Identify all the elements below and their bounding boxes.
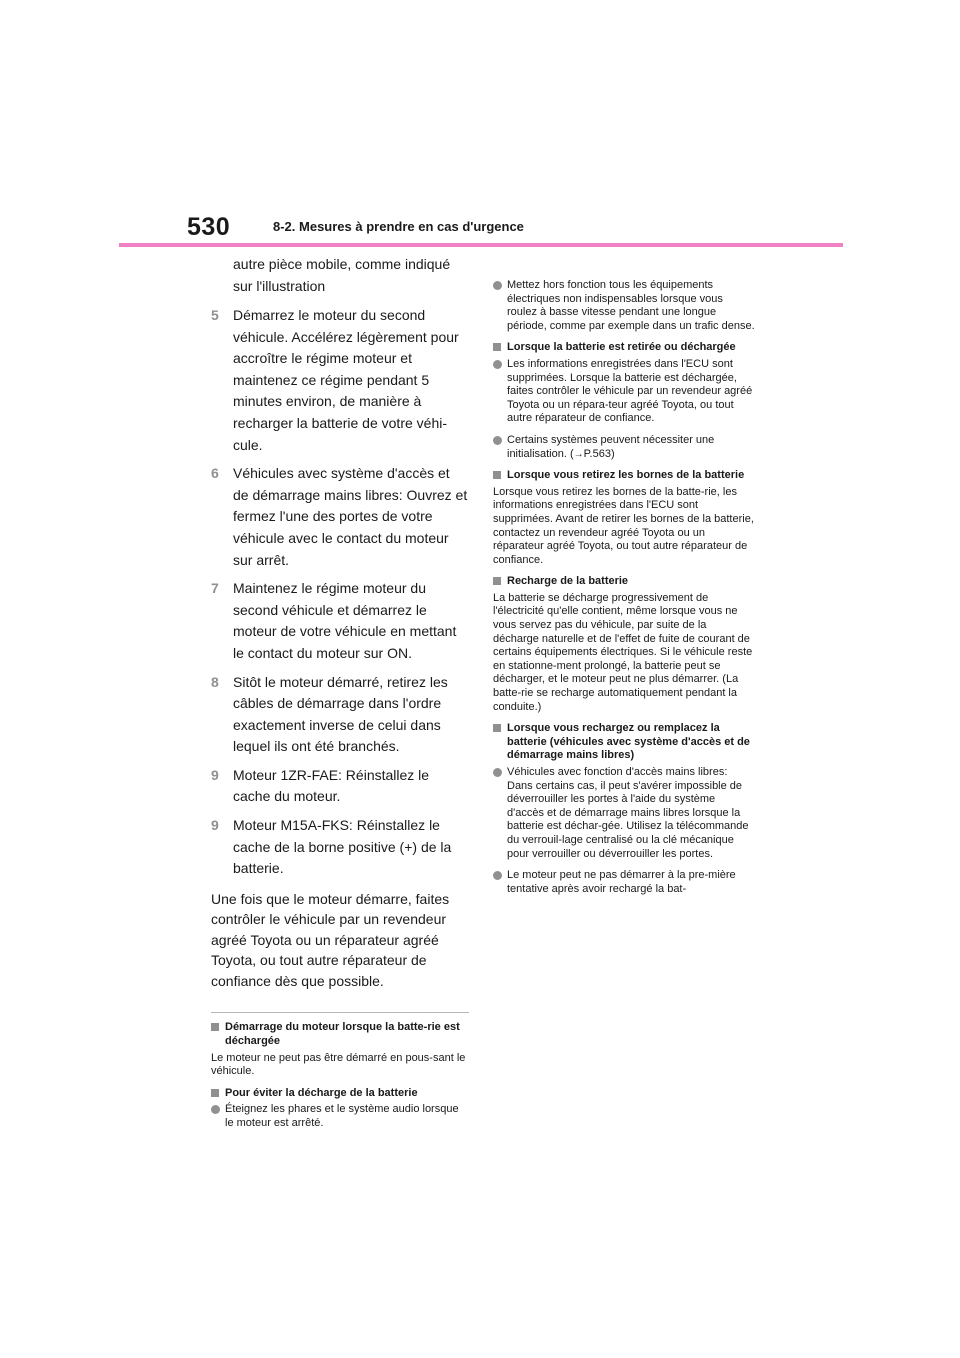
step-item	[211, 305, 469, 456]
closing-paragraph: Une fois que le moteur démarre, faites contrôler le véhicule par un revendeur agréé Toyota ou un réparateur agréé Toyota, ou tout autre réparateur de confiance dès que possible.	[211, 890, 450, 989]
page-reference-link[interactable]: P.563)	[583, 447, 615, 460]
note-paragraph: La batterie se décharge progressivement de l'électricité qu'elle contient, même lorsque vous ne vous servez pas du véhicule, par suite de la décharge naturelle et de l'effet de fuite de courant de certains équipements électriques. Si le véhicule reste en stationne-ment prolongé, la batterie peut se décharger, et le moteur peut ne plus démarrer. (La batte-rie se recharge automatiquement pendant la conduite.)	[493, 591, 753, 713]
left-column	[211, 250, 469, 1139]
note-heading: Recharge de la batterie	[493, 575, 755, 589]
step-number: 8	[211, 673, 219, 690]
step-text: Moteur 1ZR-FAE: Réinstallez le cache du moteur.	[233, 766, 430, 805]
square-bullet-icon	[493, 577, 501, 585]
step-number: 7	[211, 580, 219, 597]
note-bullet: Les informations enregistrées dans l'ECU sont supprimées. Lorsque la batterie est déchargée, faites contrôler le véhicule par un revendeur agréé Toyota ou un répara-teur agréé Toyota, ou tout autre réparateur de confiance.	[493, 358, 755, 426]
square-bullet-icon	[493, 724, 501, 732]
square-bullet-icon	[493, 471, 501, 479]
note-heading: Lorsque vous rechargez ou remplacez la batterie (véhicules avec système d'accès et de démarrage mains libres)	[493, 722, 755, 763]
step-text: Moteur M15A-FKS: Réinstallez le cache de la borne positive (+) de la batterie.	[233, 817, 452, 877]
section-title: 8-2. Mesures à prendre en cas d'urgence	[273, 219, 524, 234]
page-number: 530	[187, 213, 231, 241]
step-number: 9	[211, 817, 219, 834]
round-bullet-icon	[493, 436, 502, 445]
step-text: Démarrez le moteur du second véhicule. Accélérez légèrement pour accroître le régime moteur et maintenez ce régime pendant 5 minutes environ, de manière à recharger la batterie de votre véhi-cule.	[233, 307, 459, 453]
step-number: 9	[211, 766, 219, 783]
note-paragraph: Le moteur ne peut pas être démarré en pous-sant le véhicule.	[211, 1051, 466, 1078]
note-bullet: Le moteur peut ne pas démarrer à la pre-mière tentative après avoir rechargé la bat-	[493, 869, 755, 896]
round-bullet-icon	[211, 1105, 220, 1114]
square-bullet-icon	[211, 1089, 219, 1097]
note-heading: Démarrage du moteur lorsque la batte-rie est déchargée	[211, 1021, 469, 1048]
step-item	[211, 463, 469, 571]
round-bullet-icon	[493, 768, 502, 777]
step-text: Maintenez le régime moteur du second véhicule et démarrez le moteur de votre véhicule en mettant le contact du moteur sur ON.	[233, 580, 457, 661]
note-bullet: Certains systèmes peuvent nécessiter une initialisation. (→P.563)	[493, 434, 755, 461]
right-column	[493, 279, 755, 904]
notes-divider	[211, 1012, 469, 1013]
step-number: 6	[211, 465, 219, 482]
step-text: Sitôt le moteur démarré, retirez les câbles de démarrage dans l'ordre exactement inverse de celui dans lequel ils ont été branchés.	[233, 673, 448, 755]
round-bullet-icon	[493, 871, 502, 880]
square-bullet-icon	[211, 1023, 219, 1031]
note-paragraph: Lorsque vous retirez les bornes de la batte-rie, les informations enregistrées dans l'ECU sont supprimées. Avant de retirer les bornes de la batterie, contactez un revendeur agréé Toyota ou un réparateur agréé Toyota, ou tout autre réparateur de confiance.	[493, 485, 754, 566]
step-text: Véhicules avec système d'accès et de démarrage mains libres: Ouvrez et fermez l'une des portes de votre véhicule avec le contact du moteur sur arrêt.	[233, 465, 468, 568]
note-bullet: Véhicules avec fonction d'accès mains libres: Dans certains cas, il peut s'avérer impossible de déverrouiller les portes à l'aide du système d'accès et de démarrage mains libres lorsque la batterie est déchar-gée. Utilisez la télécommande du verrouil-lage centralisé ou la clé mécanique pour verrouiller ou déverrouiller les portes.	[493, 766, 755, 861]
step-number: 5	[211, 307, 219, 323]
round-bullet-icon	[493, 360, 502, 369]
arrow-right-icon: →	[573, 448, 584, 460]
step-item	[211, 578, 469, 664]
note-heading: Pour éviter la décharge de la batterie	[211, 1087, 469, 1101]
note-bullet: Mettez hors fonction tous les équipements électriques non indispensables lorsque vous roulez à basse vitesse pendant une longue période, comme par exemple dans un trafic dense.	[493, 279, 755, 333]
lead-text: autre pièce mobile, comme indiqué sur l'illustration	[233, 256, 451, 294]
note-bullet: Éteignez les phares et le système audio lorsque le moteur est arrêté.	[211, 1103, 469, 1130]
step-item	[211, 815, 469, 880]
note-heading: Lorsque la batterie est retirée ou déchargée	[493, 341, 755, 355]
header-rule	[119, 243, 843, 247]
step-item	[211, 672, 469, 758]
round-bullet-icon	[493, 281, 502, 290]
square-bullet-icon	[493, 343, 501, 351]
note-heading: Lorsque vous retirez les bornes de la batterie	[493, 469, 755, 483]
step-item	[211, 765, 469, 808]
